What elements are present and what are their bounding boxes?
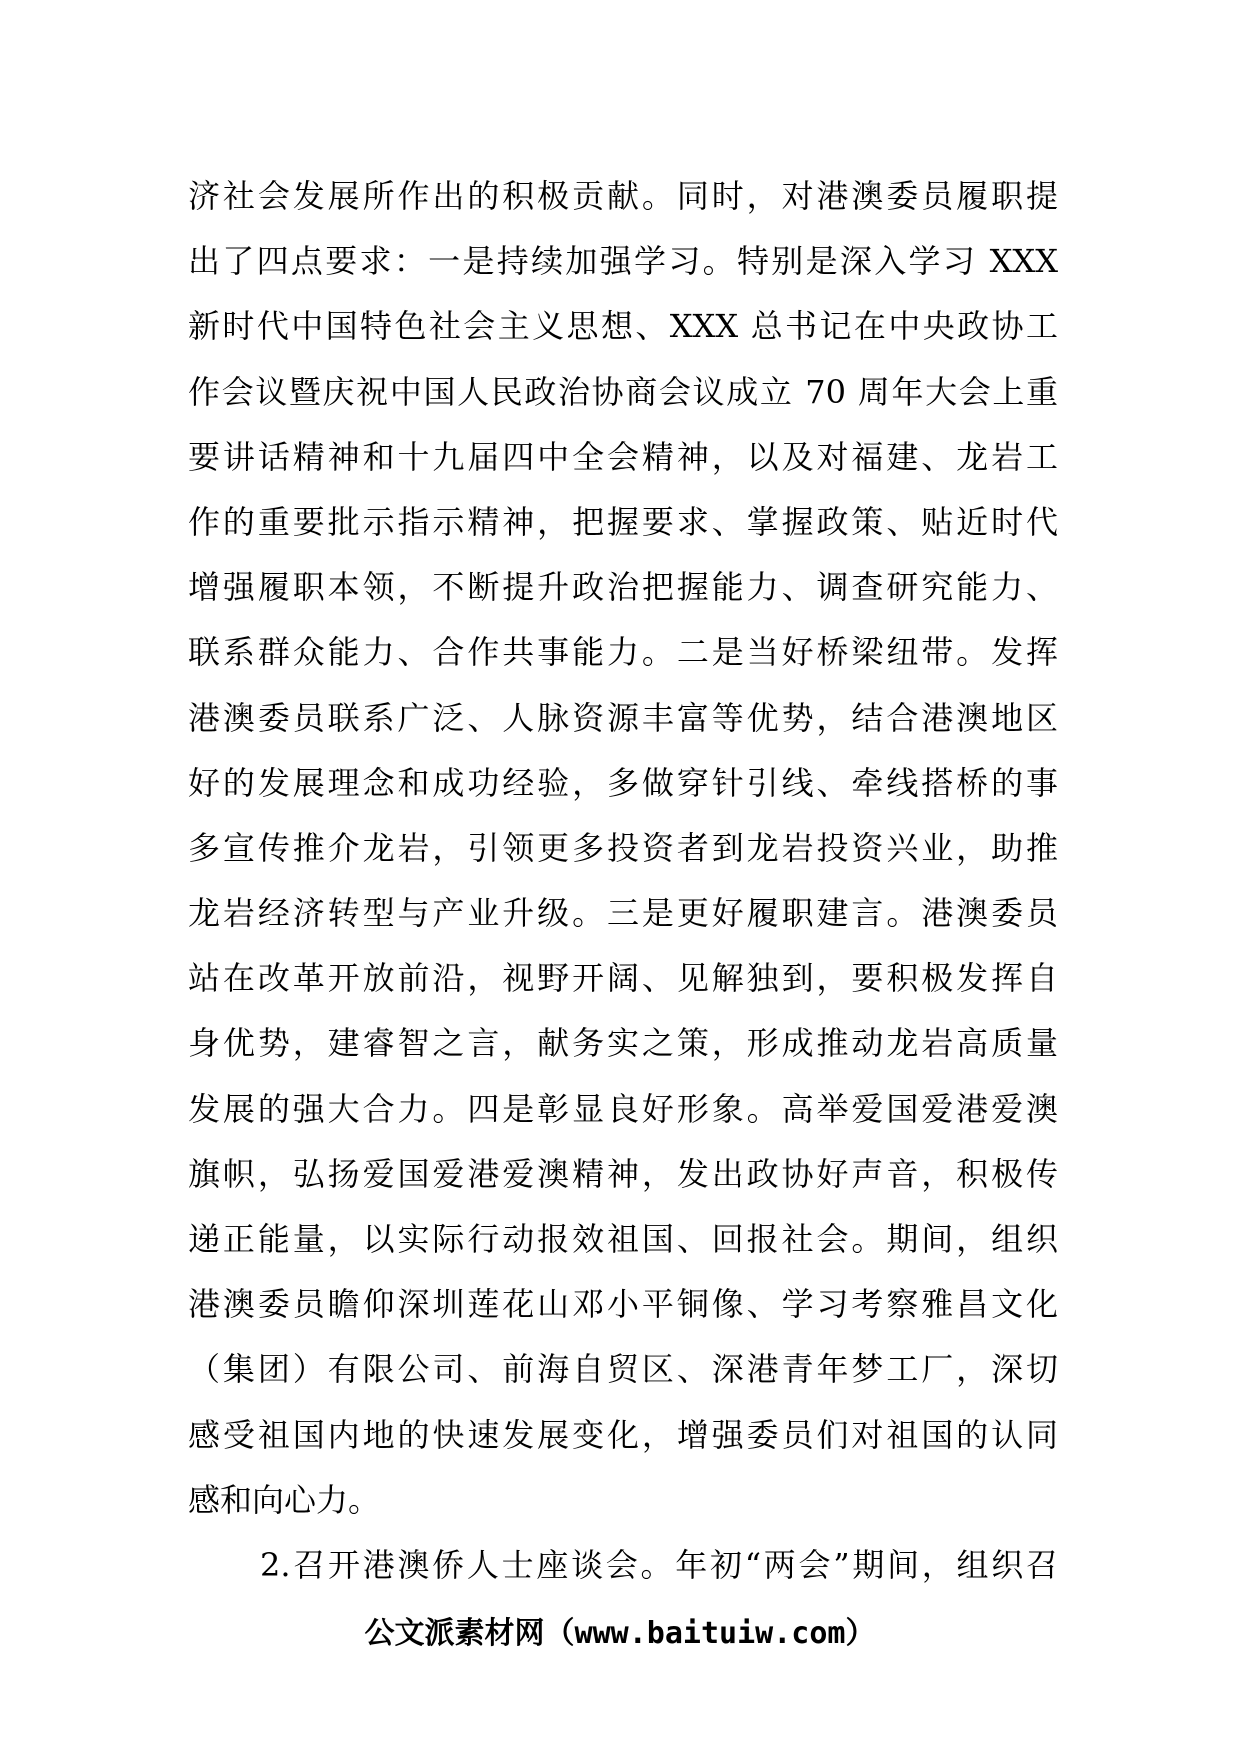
text-line: 龙岩经济转型与产业升级。三是更好履职建言。港澳委员 (188, 894, 1058, 933)
text-line: 增强履职本领，不断提升政治把握能力、调查研究能力、 (188, 568, 1058, 607)
text-line: （集团）有限公司、前海自贸区、深港青年梦工厂，深切 (188, 1350, 1058, 1389)
text-line: 多宣传推介龙岩，引领更多投资者到龙岩投资兴业，助推 (188, 828, 1058, 867)
text-line: 出了四点要求：一是持续加强学习。特别是深入学习 XXX (188, 242, 1058, 281)
text-line: 新时代中国特色社会主义思想、XXX 总书记在中央政协工 (188, 307, 1058, 346)
text-line: 感受祖国内地的快速发展变化，增强委员们对祖国的认同 (188, 1415, 1058, 1454)
text-line: 作会议暨庆祝中国人民政治协商会议成立 70 周年大会上重 (188, 372, 1058, 411)
text-line: 递正能量，以实际行动报效祖国、回报社会。期间，组织 (188, 1220, 1058, 1258)
text-line: 站在改革开放前沿，视野开阔、见解独到，要积极发挥自 (188, 959, 1058, 998)
footer-watermark: 公文派素材网（www.baituiw.com） (364, 1616, 876, 1651)
body-text (188, 164, 1058, 1598)
paragraph-start-line: 2.召开港澳侨人士座谈会。年初“两会”期间，组织召 (260, 1545, 1058, 1584)
text-line: 身优势，建睿智之言，献务实之策，形成推动龙岩高质量 (188, 1024, 1058, 1063)
text-line: 联系群众能力、合作共事能力。二是当好桥梁纽带。发挥 (188, 633, 1058, 672)
text-line: 港澳委员联系广泛、人脉资源丰富等优势，结合港澳地区 (188, 698, 1058, 737)
text-line: 济社会发展所作出的积极贡献。同时，对港澳委员履职提 (188, 177, 1058, 215)
text-line: 好的发展理念和成功经验，多做穿针引线、牵线搭桥的事 (188, 763, 1058, 802)
text-line: 旗帜，弘扬爱国爱港爱澳精神，发出政协好声音，积极传 (188, 1154, 1058, 1193)
text-line: 发展的强大合力。四是彰显良好形象。高举爱国爱港爱澳 (188, 1089, 1058, 1128)
paragraph-end-line: 感和向心力。 (188, 1480, 381, 1519)
text-line: 港澳委员瞻仰深圳莲花山邓小平铜像、学习考察雅昌文化 (188, 1285, 1058, 1324)
text-line: 作的重要批示指示精神，把握要求、掌握政策、贴近时代 (188, 502, 1058, 541)
text-line: 要讲话精神和十九届四中全会精神，以及对福建、龙岩工 (188, 437, 1058, 476)
